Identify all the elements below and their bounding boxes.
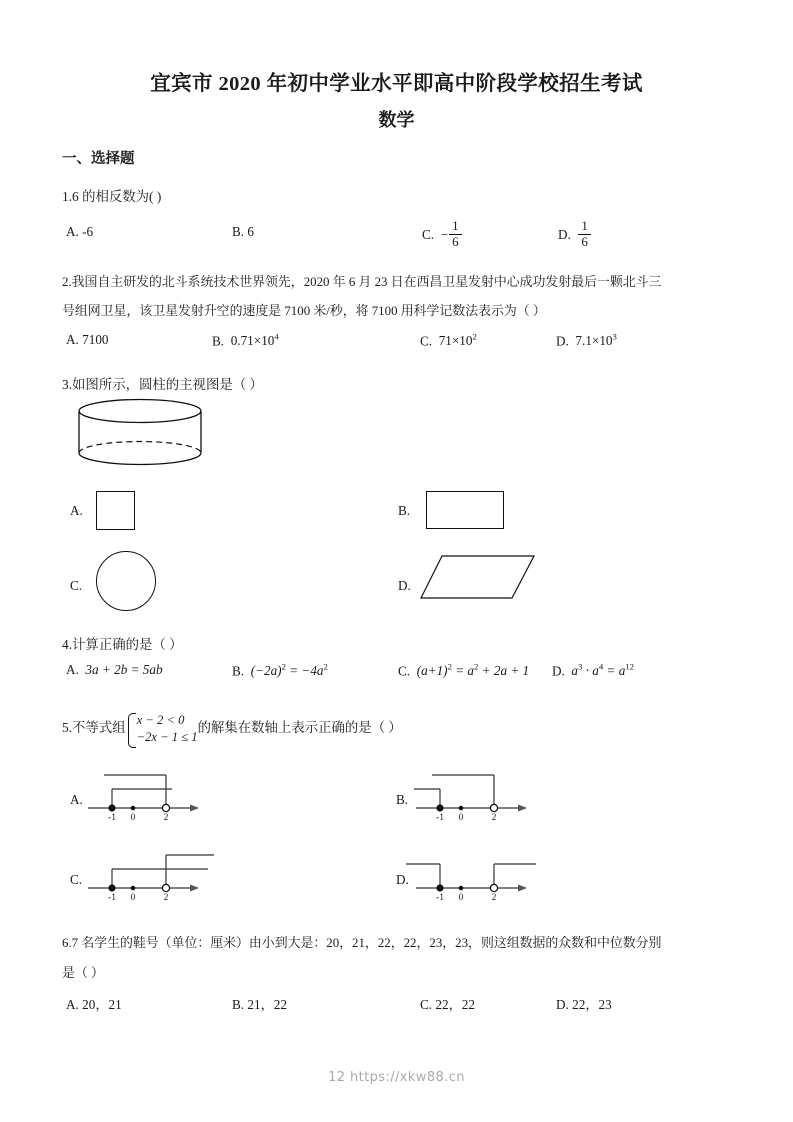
svg-text:2: 2	[491, 893, 497, 903]
option-text: 20，21	[82, 997, 122, 1012]
svg-text:0: 0	[458, 893, 464, 903]
question-4-stem: 4.计算正确的是（ ）	[62, 637, 183, 652]
question-2-option-c[interactable]	[420, 332, 477, 349]
question-2-stem-line2: 号组网卫星，该卫星发射升空的速度是 7100 米/秒，将 7100 用科学记数法表示为（ ）	[62, 304, 546, 318]
svg-text:-1: -1	[436, 813, 444, 823]
question-5-option-a-label[interactable]	[70, 792, 83, 808]
cylinder-figure	[74, 398, 214, 474]
numberline-d[interactable]	[414, 850, 544, 902]
rectangle-shape[interactable]	[426, 491, 504, 529]
option-label: A.	[66, 997, 79, 1012]
option-label: A.	[66, 224, 79, 239]
question-5-option-c-label[interactable]	[70, 872, 82, 888]
option-text: 22，22	[435, 997, 475, 1012]
option-label: D.	[398, 578, 411, 593]
svg-text:2: 2	[163, 813, 169, 823]
option-text: 6	[247, 224, 254, 239]
option-label: C.	[422, 226, 435, 242]
question-2-option-a[interactable]	[66, 332, 109, 348]
question-5-stem-pre: 5.不等式组	[62, 720, 126, 736]
svg-text:0: 0	[130, 813, 136, 823]
question-5-stem-post: 的解集在数轴上表示正确的是（ ）	[197, 720, 402, 736]
question-2-option-d[interactable]	[556, 332, 617, 349]
numberline-b[interactable]	[414, 770, 536, 822]
question-4-option-b[interactable]	[232, 662, 328, 679]
question-4-option-d[interactable]	[552, 662, 634, 679]
inequality-line-1: x − 2 < 0	[136, 713, 185, 727]
parallelogram-shape[interactable]	[420, 554, 536, 602]
option-label: B.	[232, 997, 245, 1012]
question-3-option-a-label[interactable]	[70, 503, 83, 519]
page-title: 宜宾市 2020 年初中学业水平即高中阶段学校招生考试	[150, 73, 643, 95]
svg-text:-1: -1	[108, 893, 116, 903]
option-math: $(a+1)^2 = a^2 + 2a + 1$	[413, 662, 530, 679]
question-1-stem: 1.6 的相反数为( )	[62, 189, 162, 204]
option-label: B.	[232, 663, 245, 679]
option-text: -6	[82, 224, 94, 239]
option-text: 22，23	[572, 997, 612, 1012]
svg-text:0: 0	[458, 813, 464, 823]
option-label: A.	[66, 332, 79, 347]
option-label: C.	[70, 578, 83, 593]
question-3-option-b-label[interactable]	[398, 503, 410, 519]
question-1-option-b[interactable]	[232, 224, 254, 240]
option-math: 3a + 2b = 5ab	[82, 662, 163, 677]
option-math: − $\frac{1}{6}$	[437, 227, 462, 242]
option-label: D.	[558, 226, 571, 242]
option-math: $0.71\times 10^4$	[230, 332, 279, 349]
svg-text:-1: -1	[108, 813, 116, 823]
question-5-stem	[62, 712, 402, 746]
svg-text:0: 0	[130, 893, 136, 903]
circle-shape[interactable]	[96, 551, 156, 611]
square-shape[interactable]	[96, 491, 135, 530]
option-math: $7.1\times 10^3$	[575, 332, 617, 349]
option-math: $(-2a)^2 = -4a^2$	[247, 662, 328, 679]
option-label: A.	[66, 662, 79, 677]
option-label: B.	[232, 224, 245, 239]
question-6-option-b[interactable]	[232, 994, 287, 1013]
option-text: 21，22	[247, 997, 287, 1012]
section-heading: 一、选择题	[62, 151, 135, 167]
option-label: C.	[420, 997, 433, 1012]
question-5-option-b-label[interactable]	[396, 792, 408, 808]
question-1-option-d[interactable]	[558, 219, 592, 249]
footer-watermark: 12 https://xkw88.cn	[328, 1070, 465, 1085]
page-subtitle: 数学	[378, 110, 415, 130]
option-label: C.	[398, 663, 411, 679]
question-1-option-c[interactable]	[422, 219, 463, 249]
question-6-option-a[interactable]	[66, 994, 122, 1013]
question-6-stem-line2: 是（ ）	[62, 966, 104, 980]
question-6-option-d[interactable]	[556, 994, 612, 1013]
option-label: D.	[552, 663, 565, 679]
option-text: 7100	[82, 332, 109, 347]
svg-text:2: 2	[163, 893, 169, 903]
option-math: $71\times 10^2$	[438, 332, 477, 349]
option-label: B.	[398, 503, 411, 518]
question-2-stem-line1: 2.我国自主研发的北斗系统技术世界领先，2020 年 6 月 23 日在西昌卫星发射中心成功发射最后一颗北斗三	[62, 275, 662, 289]
question-4-option-c[interactable]	[398, 662, 529, 679]
question-3-option-c-label[interactable]	[70, 578, 82, 594]
inequality-system	[126, 712, 198, 746]
question-3-option-d-label[interactable]	[398, 578, 411, 594]
question-4-option-a[interactable]	[66, 662, 163, 678]
option-label: A.	[70, 503, 83, 518]
option-label: B.	[212, 333, 225, 349]
question-1-option-a[interactable]	[66, 224, 93, 240]
option-label: A.	[70, 792, 83, 807]
numberline-c[interactable]	[86, 850, 216, 902]
option-label: B.	[396, 792, 409, 807]
option-label: D.	[396, 872, 409, 887]
option-label: D.	[556, 997, 569, 1012]
svg-text:-1: -1	[436, 893, 444, 903]
svg-text:2: 2	[491, 813, 497, 823]
question-2-option-b[interactable]	[212, 332, 279, 349]
question-6-stem-line1: 6.7 名学生的鞋号（单位：厘米）由小到大是：20，21，22，22，23，23，则这组数据的众数和中位数分别	[62, 936, 662, 950]
option-label: C.	[420, 333, 433, 349]
option-label: C.	[70, 872, 83, 887]
numberline-a[interactable]	[86, 770, 208, 822]
option-math: $\frac{1}{6}$	[574, 227, 592, 242]
option-label: D.	[556, 333, 569, 349]
inequality-line-2: −2x − 1 ≤ 1	[136, 730, 198, 744]
option-math: $a^3 \cdot a^4 = a^{12}$	[568, 662, 635, 679]
question-3-stem: 3.如图所示，圆柱的主视图是（ ）	[62, 377, 263, 392]
question-6-option-c[interactable]	[420, 994, 475, 1013]
question-5-option-d-label[interactable]	[396, 872, 409, 888]
